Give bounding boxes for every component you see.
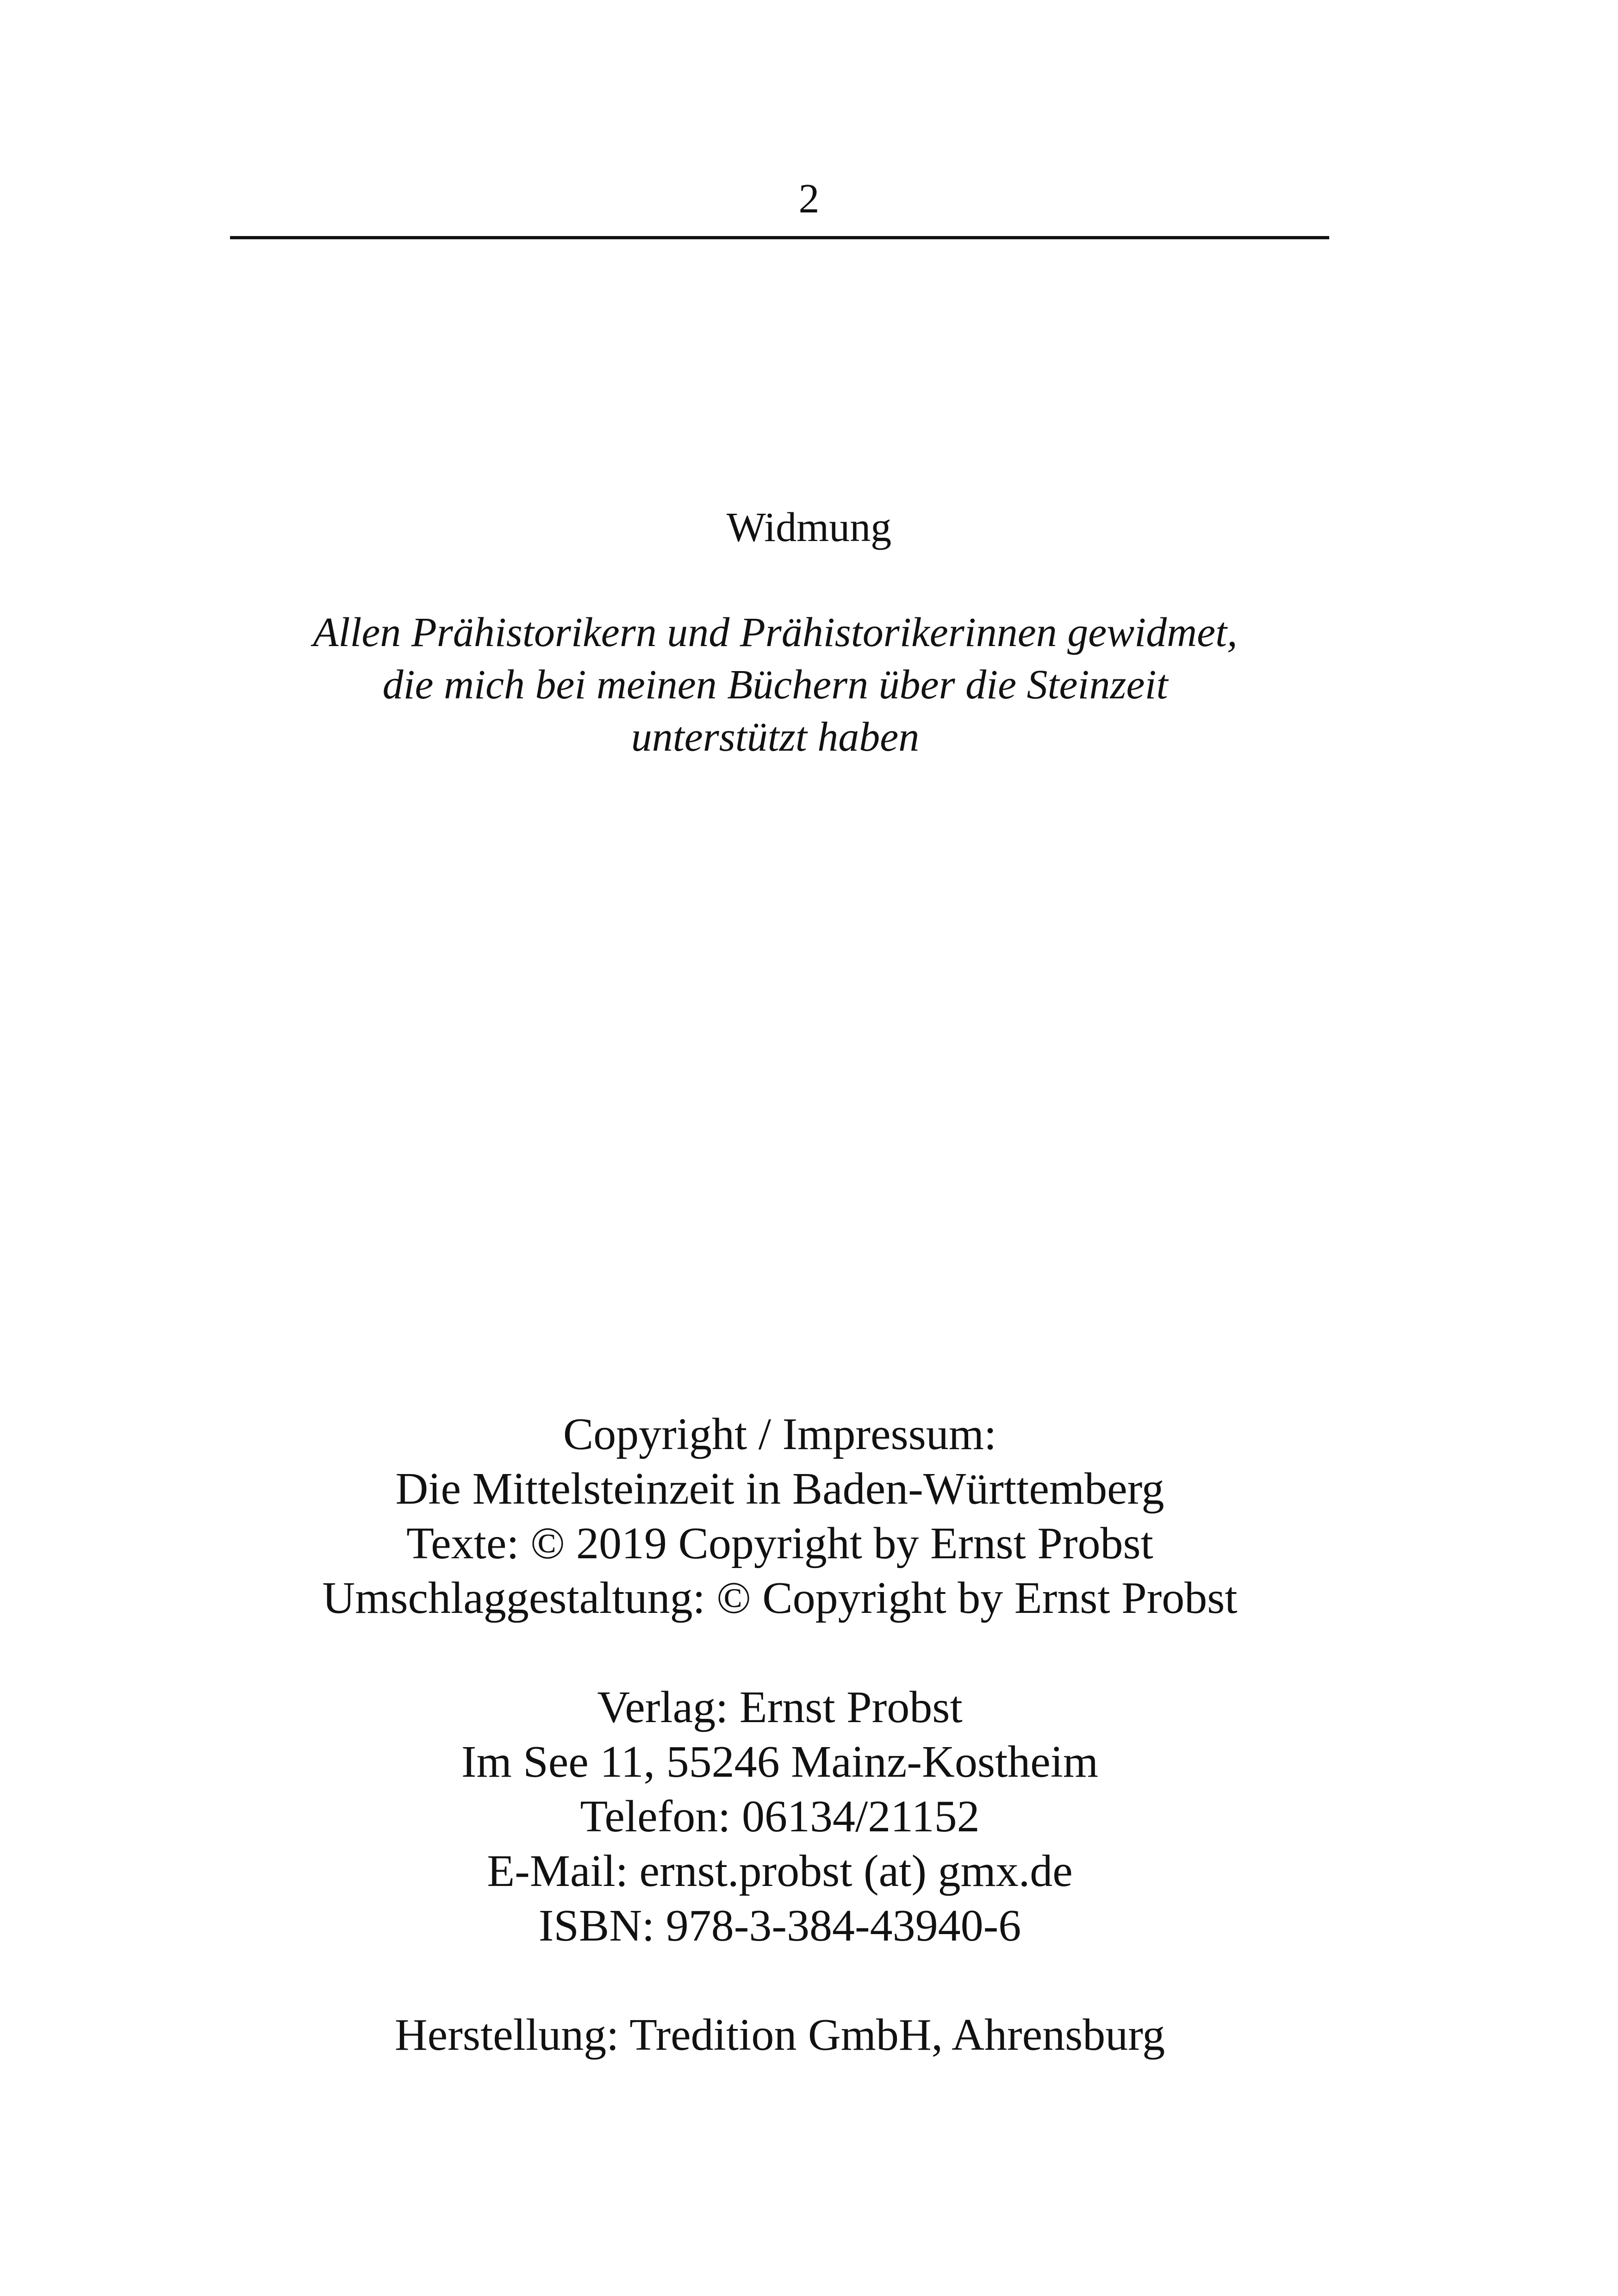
dedication-line: Allen Prähistorikern und Prähistorikerinnen gewidmet, [313, 610, 1238, 655]
imprint-spacer [139, 1953, 1421, 2008]
dedication-line: unterstützt haben [631, 714, 920, 760]
imprint-spacer [139, 1625, 1421, 1680]
dedication-line: die mich bei meinen Büchern über die Steinzeit [382, 662, 1168, 708]
dedication-text [139, 606, 1412, 763]
texts-copyright: Texte: © 2019 Copyright by Ernst Probst [406, 1518, 1153, 1568]
phone: Telefon: 06134/21152 [580, 1792, 980, 1842]
email: E-Mail: ernst.probst (at) gmx.de [487, 1846, 1073, 1896]
book-title: Die Mittelsteinzeit in Baden-Württemberg [395, 1464, 1164, 1514]
isbn: ISBN: 978-3-384-43940-6 [538, 1901, 1021, 1951]
header-rule [230, 236, 1329, 239]
imprint-block [139, 1407, 1421, 2062]
production: Herstellung: Tredition GmbH, Ahrensburg [394, 2010, 1165, 2060]
page-number: 2 [798, 176, 820, 222]
cover-copyright: Umschlaggestaltung: © Copyright by Ernst Probst [322, 1573, 1238, 1623]
dedication-title: Widmung [726, 504, 892, 550]
copyright-heading: Copyright / Impressum: [563, 1409, 997, 1459]
publisher: Verlag: Ernst Probst [597, 1682, 963, 1732]
address: Im See 11, 55246 Mainz-Kostheim [461, 1737, 1099, 1787]
